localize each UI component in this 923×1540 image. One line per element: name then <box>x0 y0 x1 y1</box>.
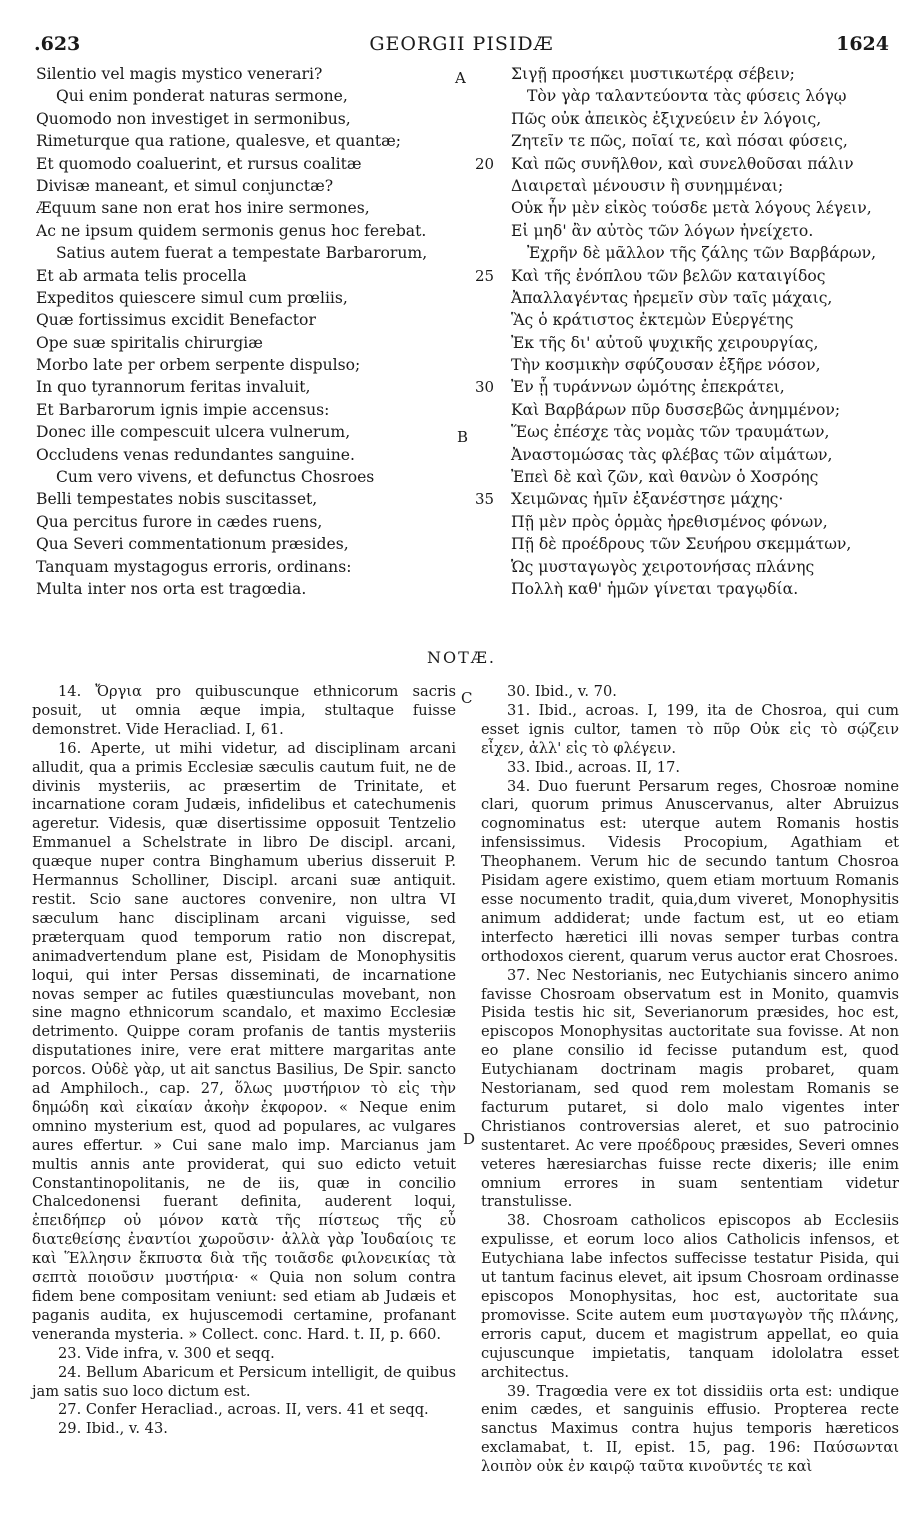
greek-verse-line <box>475 556 895 578</box>
latin-verse-line <box>36 556 461 578</box>
latin-verse-line <box>36 444 461 466</box>
footnote: 33. Ibid., acroas. II, 17. <box>507 758 681 776</box>
footnote: 38. Chosroam catholicos episcopos ab Ecclesiis expulisse, et eorum loco alios Catholicis infensos, et Eutychiana labe infectos suffecisse testatur Pisida, qui ut tantum facinus elevet, ait ipsum Chosroam ordinasse episcopos Monophysitas, hoc est, auctoritate sua promovisse. Scite autem eum μυσταγωγὸν τῆς πλάνης, erroris caput, ducem et magistrum appellat, eo quia cujuscunque impietatis, tanquam idololatra esset architectus. <box>481 1212 899 1381</box>
greek-verse-line <box>475 354 895 376</box>
latin-verse-line <box>36 466 461 488</box>
verse-text: Ὡς μυσταγωγὸς χειροτονήσας πλάνης <box>511 557 815 576</box>
verse-text: Rimeturque qua ratione, qualesve, et quantæ; <box>36 132 402 151</box>
greek-verse-line <box>475 399 895 421</box>
notes-heading: NOTÆ. <box>427 648 496 667</box>
verse-text: Καὶ τῆς ἐνόπλου τῶν βελῶν καταιγίδος <box>511 266 826 285</box>
latin-verse-line <box>36 108 461 130</box>
verse-text: Οὐκ ἦν μὲν εἰκὸς τούσδε μετὰ λόγους λέγειν, <box>511 199 872 218</box>
latin-verse-line <box>36 265 461 287</box>
latin-verse-line <box>36 287 461 309</box>
latin-verse-line <box>36 220 461 242</box>
latin-verse-line <box>36 421 461 443</box>
greek-verse-line <box>475 511 895 533</box>
verse-text: Πῇ μὲν πρὸς ὁρμὰς ἠρεθισμένος φόνων, <box>511 512 828 531</box>
notes-right-column <box>481 683 899 1477</box>
greek-verse-line <box>475 242 895 264</box>
greek-verse-line <box>475 130 895 152</box>
verse-text: Belli tempestates nobis suscitasset, <box>36 490 318 509</box>
column-marker-c: C <box>461 689 473 707</box>
column-marker-d: D <box>463 1130 476 1148</box>
latin-verse-line <box>36 376 461 398</box>
verse-text: Morbo late per orbem serpente dispulso; <box>36 356 361 375</box>
verse-text: Quæ fortissimus excidit Benefactor <box>36 311 316 330</box>
verse-text: Divisæ maneant, et simul conjunctæ? <box>36 176 334 195</box>
verse-text: Donec ille compescuit ulcera vulnerum, <box>36 423 351 442</box>
footnote: 14. Ὄργια pro quibuscunque ethnicorum sacris posuit, ut omnia æque impia, stultaque fuisse demonstret. Vide Heracliad. I, 61. <box>32 683 456 738</box>
verse-text: Πῇ δὲ προέδρους τῶν Σευήρου σκεμμάτων, <box>511 535 852 554</box>
verse-text: Silentio vel magis mystico venerari? <box>36 65 323 83</box>
latin-verse-column <box>36 63 461 600</box>
verse-text: Cum vero vivens, et defunctus Chosroes <box>56 468 375 487</box>
latin-verse-line <box>36 309 461 331</box>
verse-text: Et Barbarorum ignis impie accensus: <box>36 400 330 419</box>
latin-verse-line <box>36 332 461 354</box>
greek-verse-line <box>475 153 895 175</box>
latin-verse-line <box>36 63 461 85</box>
greek-verse-line <box>475 265 895 287</box>
verse-text: Æquum sane non erat hos inire sermones, <box>36 199 370 218</box>
verse-text: Et ab armata telis procella <box>36 266 247 285</box>
footnote: 16. Aperte, ut mihi videtur, ad disciplinam arcani alludit, qua a primis Ecclesiæ sæculis cautum fuit, ne de divinis mysteriis, ac præsertim de Trinitate, et incarnatione coram Judæis, infidelibus et catechumenis ageretur. Videsis, quæ disertissime opposuit Tentzelio Emmanuel a Schelstrate in libro De discipl. arcani, quæque nuper contra Binghamum uberius disseruit P. Hermannus Scholliner, Discipl. arcani suæ antiquit. restit. Scio sane auctores convenire, non ultra VI sæculum hanc disciplinam arcani viguisse, sed præterquam quod temporum ratio non discrepat, animadvertendum plane est, Pisidam de Monophysitis loqui, qui inter Persas disseminati, de incarnatione novas semper ac futiles quæstiunculas movebant, non sine magno ethnicorum scandalo, et maximo Ecclesiæ detrimento. Quippe coram profanis de tantis mysteriis disputationes inire, vere erat mittere margaritas ante porcos. Οὐδὲ γὰρ, ut ait sanctus Basilius, De Spir. sancto ad Amphiloch., cap. 27, ὅλως μυστήριον τὸ εἰς τὴν δημώδη καὶ εἰκαίαν ἀκοὴν ἐκφορον. « Neque enim omnino mysterium est, quod ad populares, ac vulgares aures effertur. » Cui sane malo imp. Marcianus jam multis annis ante providerat, qui suo edicto vetuit Constantinopolitanis, ne de iis, quæ in concilio Chalcedonensi fuerant definita, auderent loqui, ἐπειδήπερ οὐ μόνον κατὰ τῆς πίστεως τῆς εὖ διατεθείσης ἐναντίοι χωροῦσιν· ἀλλὰ γὰρ Ἰουδαίοις τε καὶ Ἕλλησιν ἔκπυστα διὰ τῆς τοιᾶσδε φιλονεικίας τὰ σεπτὰ ποιοῦσιν μυστήρια· « Quia non solum contra fidem bene compositam veniunt: sed etiam ab Judæis et paganis audita, ex hujuscemodi certamine, profanant veneranda mysteria. » Collect. conc. Hard. t. II, p. 660. <box>32 739 456 1343</box>
verse-text: Χειμῶνας ἡμῖν ἐξανέστησε μάχης· <box>511 490 784 509</box>
verse-text: Ἀναστομώσας τὰς φλέβας τῶν αἱμάτων, <box>511 445 833 464</box>
verse-text: Expeditos quiescere simul cum prœliis, <box>36 288 348 307</box>
verse-text: Qua percitus furore in cædes ruens, <box>36 512 323 531</box>
latin-verse-line <box>36 197 461 219</box>
latin-verse-line <box>36 242 461 264</box>
latin-verse-line <box>36 354 461 376</box>
verse-text: Σιγῇ προσήκει μυστικωτέρᾳ σέβειν; <box>511 65 795 83</box>
greek-verse-column <box>475 63 895 600</box>
verse-text: Ac ne ipsum quidem sermonis genus hoc ferebat. <box>36 221 427 240</box>
greek-verse-line <box>475 332 895 354</box>
verse-text: Ἐχρῆν δὲ μᾶλλον τῆς ζάλης τῶν Βαρβάρων, <box>527 244 877 263</box>
latin-verse-line <box>36 488 461 510</box>
footnote: 24. Bellum Abaricum et Persicum intelligit, de quibus jam satis suo loco dictum est. <box>32 1363 456 1400</box>
verse-text: Καὶ Βαρβάρων πῦρ δυσσεβῶς ἀνημμένον; <box>511 400 841 419</box>
latin-verse-line <box>36 85 461 107</box>
verse-text: Ἕως ἐπέσχε τὰς νομὰς τῶν τραυμάτων, <box>511 423 830 442</box>
latin-verse-line <box>36 175 461 197</box>
greek-verse-line <box>475 444 895 466</box>
verse-text: Tanquam mystagogus erroris, ordinans: <box>36 557 352 576</box>
footnote: 39. Tragœdia vere ex tot dissidiis orta est: undique enim cædes, et sanguinis effusio. Propterea recte sanctus Maximus contra hujus temporis hæreticos exclamabat, t. II, epist. 15, pag. 196: Παύσωνται λοιπὸν οὐκ ἐν καιρῷ ταῦτα κινοῦντές τε καὶ <box>481 1382 899 1476</box>
verse-text: Ἐν ᾗ τυράννων ὠμότης ἐπεκράτει, <box>511 378 785 397</box>
footnote: 34. Duo fuerunt Persarum reges, Chosroæ nomine clari, quorum primus Anuscervanus, alter Abruizus cognominatus est: uterque autem Romanis hostis infensissimus. Videsis Procopium, Agathiam et Theophanem. Verum hic de secundo tantum Chosroa Pisidam agere existimo, quem etiam mortuum Romanis esse nocumento tradit, quia,dum viveret, Monophysitis animum addiderat; unde factum est, ut eo etiam interfecto hæretici illi novas semper turbas contra orthodoxos cierent, quarum verus auctor erat Chosroes. <box>481 777 899 965</box>
verse-text: Et quomodo coaluerint, et rursus coalitæ <box>36 154 362 173</box>
verse-text: Τὸν γὰρ ταλαντεύοντα τὰς φύσεις λόγῳ <box>527 87 847 106</box>
verse-text: Occludens venas redundantes sanguine. <box>36 445 355 464</box>
footnote: 29. Ibid., v. 43. <box>58 1420 168 1438</box>
verse-text: Quomodo non investiget in sermonibus, <box>36 109 351 128</box>
footnote: 31. Ibid., acroas. I, 199, ita de Chosroa, qui cum esset ignis cultor, tamen τὸ πῦρ Οὐκ εἰς τὸ σῴζειν εἶχεν, ἀλλ' εἰς τὸ φλέγειν. <box>481 701 899 757</box>
greek-verse-line <box>475 488 895 510</box>
column-marker-a: A <box>455 69 466 87</box>
verse-text: Ζητεῖν τε πῶς, ποῖαί τε, καὶ πόσαι φύσεις, <box>511 132 848 151</box>
latin-verse-line <box>36 578 461 600</box>
left-page-number: .623 <box>34 33 81 55</box>
verse-text: Qua Severi commentationum præsides, <box>36 535 349 554</box>
latin-verse-line <box>36 533 461 555</box>
verse-text: Ἐπεὶ δὲ καὶ ζῶν, καὶ θανὼν ὁ Χοσρόης <box>511 468 819 487</box>
footnote: 23. Vide infra, v. 300 et seqq. <box>58 1344 275 1362</box>
verse-text: Διαιρεταὶ μένουσιν ἢ συνημμέναι; <box>511 176 784 195</box>
page-header <box>34 33 889 59</box>
verse-text: Καὶ πῶς συνῆλθον, καὶ συνελθοῦσαι πάλιν <box>511 154 854 173</box>
greek-verse-line <box>475 421 895 443</box>
greek-verse-line <box>475 309 895 331</box>
verse-text: Πῶς οὐκ ἀπεικὸς ἐξιχνεύειν ἐν λόγοις, <box>511 109 822 128</box>
verse-text: Multa inter nos orta est tragœdia. <box>36 579 307 598</box>
verse-text: Ἃς ὁ κράτιστος ἐκτεμὼν Εὐεργέτης <box>511 311 794 330</box>
verse-text: Εἰ μηδ' ἂν αὐτὸς τῶν λόγων ἠνείχετο. <box>511 221 814 240</box>
greek-verse-line <box>475 108 895 130</box>
verse-text: Ἐκ τῆς δι' αὐτοῦ ψυχικῆς χειρουργίας, <box>511 333 819 352</box>
greek-verse-line <box>475 578 895 600</box>
greek-verse-line <box>475 175 895 197</box>
notes-left-column <box>32 683 456 1439</box>
verse-text: In quo tyrannorum feritas invaluit, <box>36 378 311 397</box>
verse-number: 20 <box>475 154 495 173</box>
verse-number: 35 <box>475 490 495 509</box>
verse-text: Πολλὴ καθ' ἡμῶν γίνεται τραγῳδία. <box>511 579 799 598</box>
verse-text: Qui enim ponderat naturas sermone, <box>56 87 348 106</box>
footnote: 30. Ibid., v. 70. <box>507 683 617 700</box>
greek-verse-line <box>475 287 895 309</box>
greek-verse-line <box>475 85 895 107</box>
footnote: 27. Confer Heracliad., acroas. II, vers. 41 et seqq. <box>58 1401 429 1419</box>
verse-text: Τὴν κοσμικὴν σφύζουσαν ἐξῆρε νόσον, <box>511 356 821 375</box>
latin-verse-line <box>36 130 461 152</box>
verse-text: Ope suæ spiritalis chirurgiæ <box>36 333 263 352</box>
latin-verse-line <box>36 153 461 175</box>
running-title: GEORGII PISIDÆ <box>369 33 554 55</box>
footnote: 37. Nec Nestorianis, nec Eutychianis sincero animo favisse Chosroam observatum est in Monito, quamvis Pisida testis hic sit, Severianorum præsides, hoc est, episcopos Monophysitas auctoritate sua fovisse. At non eo plane consilio id fecisse putandum est, quod Eutychianam doctrinam magis probaret, quam Nestorianam, sed quod rem molestam Romanis se facturum putaret, si dolo malo vigentes inter Christianos controversias aleret, et suo patrocinio sustentaret. Ac vere προέδρους præsides, Severi omnes veteres hæresiarchas fuisse recte dixeris; ille enim omnium errores in suam sententiam videtur transtulisse. <box>481 966 899 1211</box>
greek-verse-line <box>475 533 895 555</box>
right-page-number: 1624 <box>836 33 889 55</box>
greek-verse-line <box>475 220 895 242</box>
verse-text: Ἀπαλλαγέντας ἠρεμεῖν σὺν ταῖς μάχαις, <box>511 288 833 307</box>
column-marker-b: B <box>457 428 469 446</box>
greek-verse-line <box>475 197 895 219</box>
latin-verse-line <box>36 399 461 421</box>
verse-number: 25 <box>475 266 495 285</box>
greek-verse-line <box>475 63 895 85</box>
greek-verse-line <box>475 376 895 398</box>
greek-verse-line <box>475 466 895 488</box>
latin-verse-line <box>36 511 461 533</box>
verse-number: 30 <box>475 378 495 397</box>
verse-text: Satius autem fuerat a tempestate Barbarorum, <box>56 244 428 263</box>
